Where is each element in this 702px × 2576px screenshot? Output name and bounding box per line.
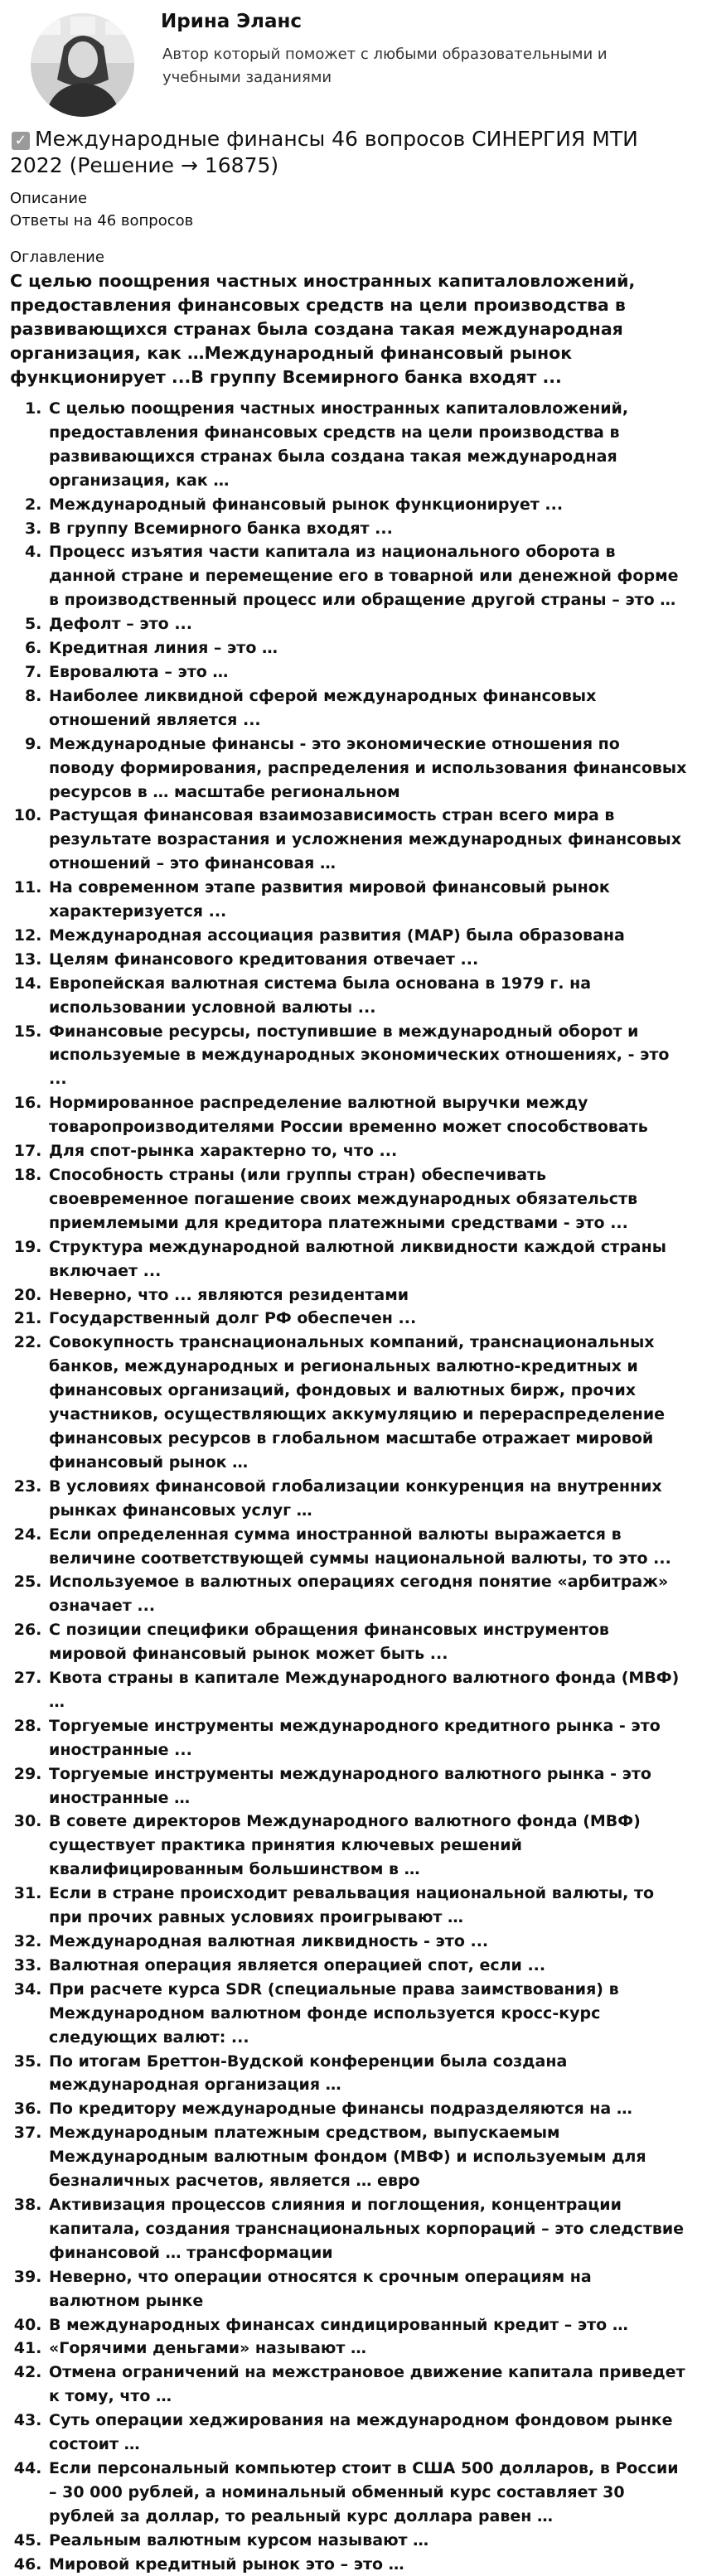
question-item: 11. На современном этапе развития мировой финансовый рынок характеризуется ... [47,876,687,924]
question-item: 35. По итогам Бреттон-Вудской конференции была создана международная организация … [47,2050,687,2098]
description-text: Ответы на 46 вопросов [10,212,194,230]
question-item: 32. Международная валютная ликвидность - это ... [47,1930,687,1954]
question-item: 38. Активизация процессов слияния и поглощения, концентрации капитала, создания транснациональных корпораций – это следствие финансовой … трансформации [47,2193,687,2265]
question-item: 8. Наиболее ликвидной сферой международных финансовых отношений является ... [47,684,687,732]
question-item: 43. Суть операции хеджирования на международном фондовом рынке состоит … [47,2409,687,2457]
question-item: 25. Используемое в валютных операциях сегодня понятие «арбитраж» означает ... [47,1570,687,1618]
question-item: 30. В совете директоров Международного валютного фонда (МВФ) существует практика принятия ключевых решений квалифицированным большинством в … [47,1810,687,1882]
question-item: 23. В условиях финансовой глобализации конкуренция на внутренних рынках финансовых услуг … [47,1475,687,1523]
question-item: 6. Кредитная линия – это … [47,636,687,660]
question-item: 29. Торгуемые инструменты международного валютного рынка - это иностранные … [47,1762,687,1810]
question-item: 27. Квота страны в капитале Международного валютного фонда (МВФ) … [47,1666,687,1714]
description-label: Описание [10,190,88,207]
question-item: 10. Растущая финансовая взаимозависимость стран всего мира в результате возрастания и усложнения международных финансовых отношений – это финансовая … [47,804,687,876]
question-item: 37. Международным платежным средством, выпускаемым Международным валютным фондом (МВФ) и используемым для безналичных расчетов, является … евро [47,2121,687,2193]
question-item: 5. Дефолт – это ... [47,612,687,636]
question-item: 22. Совокупность транснациональных компаний, транснациональных банков, международных и региональных валютно-кредитных и финансовых организаций, фондовых и валютных бирж, прочих участников, осуществляющих аккумуляцию и перераспределение финансовых ресурсов в глобальном масштабе отражает мировой финансовый рынок … [47,1331,687,1474]
author-name[interactable]: Ирина Эланс [161,11,303,32]
question-item: 40. В международных финансах синдицированный кредит – это … [47,2313,687,2337]
question-item: 46. Мировой кредитный рынок это – это … [47,2553,687,2576]
check-box-icon: ✓ [12,132,30,150]
question-item: 3. В группу Всемирного банка входят ... [47,517,687,541]
toc-lead: С целью поощрения частных иностранных капиталовложений, предоставления финансовых средств на цели производства в развивающихся странах была создана такая международная организация, как …Международный финансовый рынок функционирует ...В группу Всемирного банка входят ... [10,271,636,387]
question-item: 16. Нормированное распределение валютной выручки между товаропроизводителями России временно может способствовать [47,1091,687,1139]
question-item: 18. Способность страны (или группы стран) обеспечивать своевременное погашение своих международных обязательств приемлемыми для кредитора платежными средствами - это ... [47,1163,687,1235]
question-item: 42. Отмена ограничений на межстрановое движение капитала приведет к тому, что … [47,2361,687,2409]
question-item: 7. Евровалюта – это … [47,660,687,684]
question-item: 26. С позиции специфики обращения финансовых инструментов мировой финансовый рынок может быть ... [47,1618,687,1666]
question-item: 20. Неверно, что ... являются резидентами [47,1283,687,1307]
question-item: 41. «Горячими деньгами» называют … [47,2337,687,2361]
avatar[interactable] [31,13,134,117]
question-item: 34. При расчете курса SDR (специальные права заимствования) в Международном валютном фонде используется кросс-курс следующих валют: ... [47,1978,687,2050]
question-item: 9. Международные финансы - это экономические отношения по поводу формирования, распределения и использования финансовых ресурсов в … масштабе региональном [47,732,687,805]
author-description: Автор который поможет с любыми образовательными и учебными заданиями [162,46,608,86]
question-item: 24. Если определенная сумма иностранной валюты выражается в величине соответствующей суммы национальной валюты, то это ... [47,1523,687,1571]
question-item: 1. С целью поощрения частных иностранных капиталовложений, предоставления финансовых средств на цели производства в развивающихся странах была создана такая международная организация, как … [47,397,687,493]
question-item: 13. Целям финансового кредитования отвечает ... [47,948,687,972]
question-item: 21. Государственный долг РФ обеспечен ... [47,1307,687,1331]
question-item: 45. Реальным валютным курсом называют … [47,2529,687,2553]
document-title [10,124,687,179]
document-title-text: Международные финансы 46 вопросов СИНЕРГИЯ МТИ 2022 (Решение → 16875) [10,127,638,177]
question-item: 33. Валютная операция является операцией спот, если ... [47,1954,687,1978]
question-item: 17. Для спот-рынка характерно то, что ... [47,1139,687,1163]
avatar-photo [31,13,134,117]
question-item: 12. Международная ассоциация развития (МАР) была образована [47,924,687,948]
question-item: 28. Торгуемые инструменты международного кредитного рынка - это иностранные ... [47,1714,687,1762]
question-item: 36. По кредитору международные финансы подразделяются на … [47,2097,687,2121]
question-item: 4. Процесс изъятия части капитала из национального оборота в данной стране и перемещение его в товарной или денежной форме в производственный процесс или обращение другой страны – это … [47,540,687,612]
author-header [10,0,687,124]
questions-list [10,397,687,2576]
question-item: 14. Европейская валютная система была основана в 1979 г. на использовании условной валюты ... [47,972,687,1020]
toc-label: Оглавление [10,249,104,266]
question-item: 2. Международный финансовый рынок функционирует ... [47,493,687,517]
question-item: 19. Структура международной валютной ликвидности каждой страны включает ... [47,1235,687,1283]
question-item: 31. Если в стране происходит ревальвация национальной валюты, то при прочих равных условиях проигрывают … [47,1882,687,1930]
question-item: 44. Если персональный компьютер стоит в США 500 долларов, в России – 30 000 рублей, а номинальный обменный курс составляет 30 рублей за доллар, то реальный курс доллара равен … [47,2457,687,2529]
question-item: 39. Неверно, что операции относятся к срочным операциям на валютном рынке [47,2265,687,2313]
question-item: 15. Финансовые ресурсы, поступившие в международный оборот и используемые в международных экономических отношениях, - это ... [47,1020,687,1092]
